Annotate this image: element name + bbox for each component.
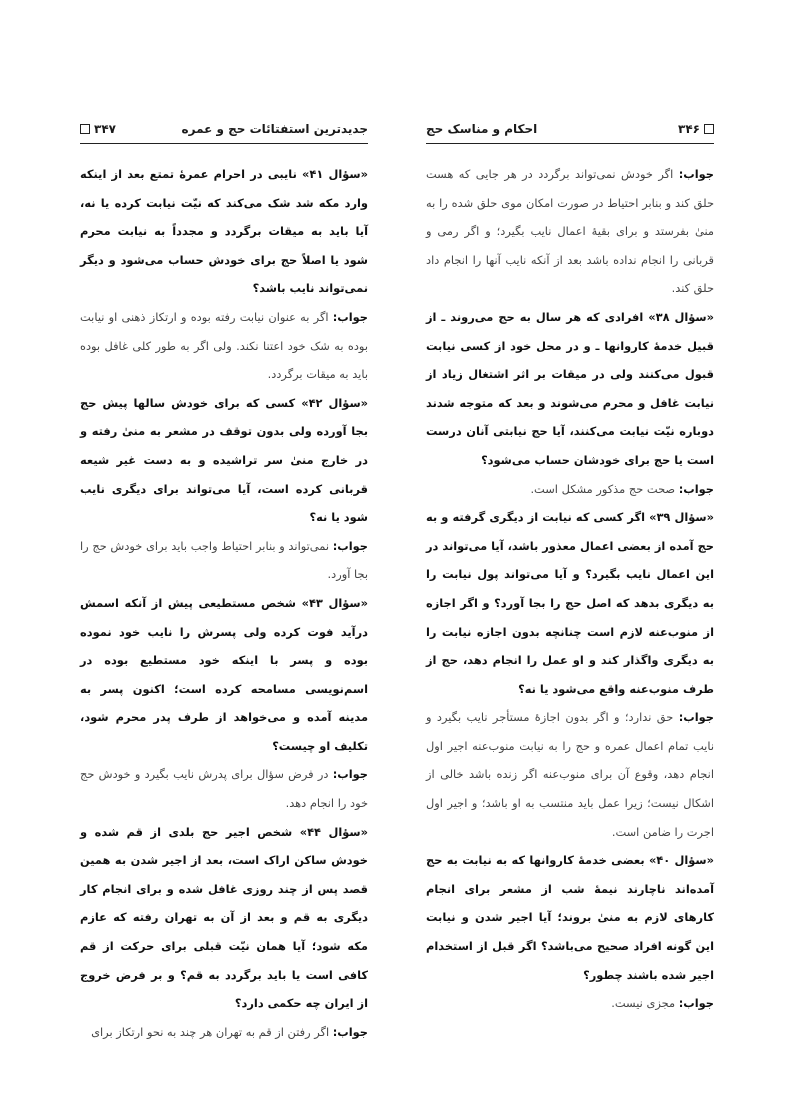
question-paragraph: [80, 589, 368, 761]
answer-label: جواب:: [678, 996, 714, 1011]
question-label: «سؤال ۳۹»: [649, 510, 714, 525]
running-title: جدیدترین استفتائات حج و عمره: [181, 122, 368, 136]
answer-text: در فرض سؤال برای پدرش نایب بگیرد و خودش حج خود را انجام دهد.: [80, 767, 368, 811]
running-title: احکام و مناسک حج: [426, 122, 538, 136]
answer-text: اگر خودش نمی‌تواند برگردد در هر جایی که هست حلق کند و بنابر احتیاط در صورت امکان موی حلق شده را به منیٰ بفرستد و برای بقیهٔ اعمال نایب بگیرد؛ و اگر رمی و قربانی را انجام نداده باشد بعد از آنکه نایب آنها را انجام داد حلق کند.: [426, 167, 714, 296]
page-number: ۳۴۷: [94, 122, 116, 136]
question-text: اگر کسی که نیابت از دیگری گرفته و به حج آمده از بعضی اعمال معذور باشد، آیا می‌تواند در این اعمال نایب بگیرد؟ و آیا می‌تواند پول نیابت را به دیگری بدهد که اصل حج را بجا آورد؟ و اگر اجازه از منوب‌عنه لازم است چنانچه بدون اجازه نیابت را به دیگری واگذار کند و او عمل را انجام دهد، حج از طرف منوب‌عنه واقع می‌شود یا نه؟: [426, 510, 714, 696]
question-paragraph: [80, 818, 368, 1018]
answer-label: جواب:: [678, 167, 715, 181]
answer-paragraph: [80, 303, 368, 389]
answer-label: جواب:: [332, 309, 368, 324]
answer-label: جواب:: [332, 538, 368, 553]
answer-text: حق ندارد؛ و اگر بدون اجازهٔ مستأجر نایب بگیرد و نایب تمام اعمال عمره و حج را به نیابت منوب‌عنه اجیر اول انجام دهد، وقوع آن برای منوب‌عنه اگر زنده باشد خالی از اشکال نیست؛ زیرا عمل باید منتسب به او باشد؛ و اجیر اول اجرت را ضامن است.: [426, 710, 714, 839]
answer-text: نمی‌تواند و بنابر احتیاط واجب باید برای خودش حج را بجا آورد.: [80, 538, 368, 582]
question-text: افرادی که هر سال به حج می‌روند ـ از قبیل خدمهٔ کاروانها ـ و در محل خود از کسی نیابت قبول می‌کنند ولی در میقات بر اثر اشتغال زیاد از نیابت غافل و محرم می‌شوند و بعد که متوجه شدند دوباره نیّت نیابت می‌کنند، آیا حج نیابتی آنان درست است یا حج برای خودشان حساب می‌شود؟: [426, 309, 714, 467]
question-text: شخص مستطیعی پیش از آنکه اسمش درآید فوت کرده ولی پسرش را نایب خود نموده بوده و پسر با اینکه خود مستطیع بوده در اسم‌نویسی مسامحه کرده است؛ اکنون پسر به مدینه آمده و می‌خواهد از طرف پدر محرم شود، تکلیف او چیست؟: [80, 595, 368, 753]
question-label: «سؤال ۴۰»: [648, 853, 714, 868]
question-text: کسی که برای خودش سالها پیش حج بجا آورده ولی بدون توقف در مشعر به منیٰ رفته و در خارج منیٰ سر تراشیده و به دست غیر شیعه قربانی کرده است، آیا می‌تواند برای دیگری نایب شود یا نه؟: [80, 395, 368, 525]
question-paragraph: [426, 303, 714, 475]
answer-label: جواب:: [332, 1024, 368, 1039]
answer-text: مجزی نیست.: [611, 996, 676, 1011]
answer-label: جواب:: [332, 767, 368, 782]
question-paragraph: [426, 846, 714, 989]
question-text: شخص اجیر حج بلدی از قم شده و خودش ساکن اراک است، بعد از اجیر شدن به همین قصد پس از چند روزی غافل شده و برای انجام کار دیگری به قم و بعد از آن به تهران رفته که عازم مکه شود؛ آیا همان نیّت قبلی برای حرکت از قم کافی است یا باید برگردد به قم؟ و بر فرض خروج از ایران چه حکمی دارد؟: [80, 824, 368, 1011]
answer-paragraph: [80, 1018, 368, 1047]
question-label: «سؤال ۴۲»: [301, 395, 368, 410]
question-paragraph: [80, 160, 368, 303]
answer-paragraph: [426, 989, 714, 1018]
answer-paragraph: [80, 760, 368, 817]
answer-text: اگر به عنوان نیابت رفته بوده و ارتکاز ذهنی او نیابت بوده به شک خود اعتنا نکند. ولی اگر به طور کلی غافل بوده باید به میقات برگردد.: [80, 309, 368, 382]
page-header: [80, 118, 368, 140]
square-icon: [80, 124, 90, 134]
answer-text: صحت حج مذکور مشکل است.: [530, 481, 676, 496]
question-label: «سؤال ۴۱»: [302, 167, 368, 181]
question-paragraph: [426, 503, 714, 703]
question-label: «سؤال ۴۴»: [299, 824, 368, 839]
answer-paragraph: [426, 160, 714, 303]
answer-paragraph: [426, 703, 714, 846]
left-page: [80, 118, 368, 1046]
page-header: [426, 118, 714, 140]
question-paragraph: [80, 389, 368, 532]
answer-paragraph: [426, 475, 714, 504]
question-label: «سؤال ۴۳»: [301, 595, 368, 610]
question-text: نایبی در احرام عمرهٔ تمتع بعد از اینکه وارد مکه شد شک می‌کند که نیّت نیابت کرده یا نه، آیا باید به میقات برگردد و مجدداً به نیابت محرم شود یا اصلاً حج برای خودش حساب می‌شود و دیگر نمی‌تواند نایب باشد؟: [80, 167, 368, 296]
answer-label: جواب:: [678, 710, 714, 725]
page-number-block: [80, 122, 116, 136]
header-rule: [80, 143, 368, 144]
page-body: [426, 160, 714, 1018]
page-number: ۳۴۶: [678, 122, 700, 136]
answer-paragraph: [80, 532, 368, 589]
page-body: [80, 160, 368, 1046]
question-label: «سؤال ۳۸»: [648, 309, 714, 324]
right-page: [426, 118, 714, 1018]
square-icon: [704, 124, 714, 134]
answer-text: اگر رفتن از قم به تهران هر چند به نحو ارتکاز برای: [91, 1024, 330, 1039]
page-number-block: [678, 122, 714, 136]
answer-label: جواب:: [678, 481, 714, 496]
header-rule: [426, 143, 714, 144]
question-text: بعضی خدمهٔ کاروانها که به نیابت به حج آمده‌اند ناچارند نیمهٔ شب از مشعر برای انجام کارهای لازم به منیٰ بروند؛ آیا اجیر شدن و نیابت این گونه افراد صحیح می‌باشد؟ اگر قبل از استخدام اجیر شده باشند چطور؟: [426, 853, 714, 982]
